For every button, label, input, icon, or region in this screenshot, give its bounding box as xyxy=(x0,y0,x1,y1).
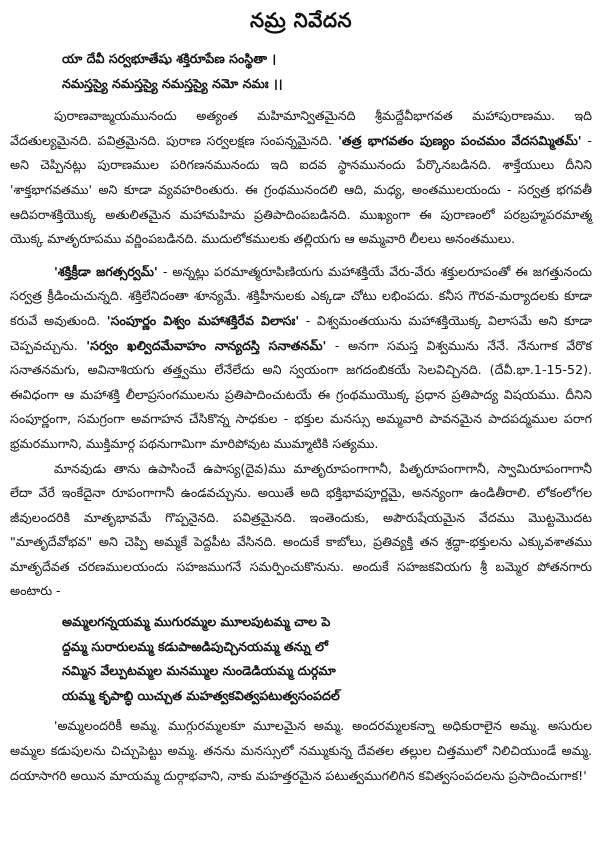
poem-line-4: యమ్మ కృపాబ్ధి యిచ్చుత మహత్వకవిత్వపటుత్వసంపదల్ xyxy=(62,687,340,703)
p2-text-3: - అనగా సమస్త విశ్వమును నేనే. నేనుగాక వేరొక సనాతనమగు, అవినాశియగు తత్త్వము లేనేలేదు అని స్వయంగా జగదంబికయే సెలవిచ్చినది. (దేవీ.భా.1-15-52). ఈవిధంగా ఆ మహాశక్తి లీలాప్రసంగములను ప్రతిపాదించుటయే ఈ గ్రంథముయొక్క ప్రధాన ప్రతిపాద్య విషయము. దీనిని సంపూర్ణంగా, సమగ్రంగా అవగాహన చేసికొన్న సాధకుల - భక్తుల మనస్సు అమ్మవారి పావనమైన పాదపద్మముల పరాగ భ్రమరముగాని, ముక్తిమార్గ పథనుగామిగా మారిపోవుట ముమ్మాటికి సత్యము. xyxy=(10,337,592,451)
p1-text-1: పురాణవాఙ్మయమునందు అత్యంత మహిమాన్వితమైనది శ్రీమద్దేవీభాగవత మహాపురాణము. ఇది వేదతుల్యమైనది. పవిత్రమైనది. పురాణ సర్వలక్షణ సంపన్నమైనది. xyxy=(10,108,592,148)
paragraph-4: 'అమ్మలందరికీ అమ్మ. ముగ్గురమ్మలకూ మూలమైన అమ్మ. అందరమ్మలకన్నా అధికురాలైన అమ్మ. అసురుల అమ్మల కడుపులను చిచ్చుపెట్టు అమ్మ. తనను మనస్సులో నమ్ముకున్న దేవతల తల్లుల చిత్తములో నిలిచియుండే అమ్మ. దయాసాగరి అయిన మాయమ్మ దుర్గాభవాని, నాకు మహత్తరమైన పటుత్వముగలిగిన కవిత్వసంపదలను ప్రసాదించుగాక!' xyxy=(10,718,592,783)
p1-text-2: - అని చెప్పినట్లు పురాణముల పరిగణనమునందు ఇది ఐదవ స్థానమునందు పేర్కొనబడినది. శాక్తేయులు దీనిని 'శాక్తభాగవతము' అని కూడా వ్యవహరింతురు. ఈ గ్రంథమునందలి ఆది, మధ్య, అంతములయందు - సర్వత్ర భగవతీ ఆదిపరాశక్తియొక్క అతులితమైన మహామహిమ ప్రతిపాదింపబడినది. ముఖ్యంగా ఈ పురాణంలో పరబ్రహ్మపరమాత్మ యొక్క మాతృరూపము వర్ణింపబడినది. ముదులోకములకు తల్లియగు ఆ అమ్మవారి లీలలు అనంతములు. xyxy=(10,132,592,247)
shloka-line-1: యా దేవీ సర్వభూతేషు శక్తిరూపేణ సంస్థితా । xyxy=(62,51,277,66)
paragraph-3: మానవుడు తాను ఉపాసించే ఉపాస్య(దైవ)ము మాతృరూపంగాగానీ, పితృరూపంగాగానీ, స్వామిరూపంగాగానీ లేదా వేరే ఇంకేదైనా రూపంగాగానీ ఉండవచ్చును. అయితే అది భక్తిభావపూర్ణమై, అనన్యంగా ఉండితీరాలి. లోకంలోగల జీవులందరికి మాతృభావమే గొప్పనైనది. పవిత్రమైనది. ఇంతెందుకు, అపౌరుషేయమైన వేదము మొట్టమొదట "మాతృదేవోభవ" అని చెప్పి అమ్మకే పెద్దపీట వేసినది. అందుకే కాబోలు, ప్రతివ్యక్తి తన శ్రద్ధా-భక్తులను ఎక్కువశాతము మాతృదేవత చరణములయందు సహజముగనే సమర్పించుకొనును. అందుకే సహజకవియగు శ్రీ బమ్మెర పోతనగారు అంటారు - xyxy=(10,460,592,599)
poem-verse xyxy=(10,610,592,708)
paragraph-2 xyxy=(10,260,592,457)
poem-line-2: ద్దమ్మ సురారులమ్మ కడుపాఱడిపుచ్చినయమ్మ తన్ను లో xyxy=(62,638,328,654)
p2-quote-3: 'సర్వం ఖల్విదమేవాహం నాన్యదస్తి సనాతనమ్' xyxy=(86,337,327,353)
p2-quote-2: 'సంపూర్ణం విశ్వం మహాశక్తిరేవ విలాసః' xyxy=(106,312,300,328)
paragraph-1 xyxy=(10,104,592,252)
poem-line-3: నమ్మిన వేల్పుటమ్మల మనమ్ముల నుండెడియమ్మ దుర్గమా xyxy=(62,663,336,679)
p1-quote-1: 'తత్ర భాగవతం పుణ్యం పంచమం వేదసమ్మితమ్' xyxy=(338,132,582,148)
shloka-line-2: నమస్తస్యై నమస్తస్యై నమస్తస్యై నమో నమః ।। xyxy=(62,75,283,91)
p2-quote-1: 'శక్తిక్రీడా జగత్సర్వమ్' xyxy=(54,263,158,279)
page-title: నమ్ర నివేదన xyxy=(249,8,353,32)
p2-text-1: - అన్నట్లు పరమాత్మరూపిణియగు మహాశక్తియే వేరు-వేరు శక్తులరూపంతో ఈ జగత్తునందు సర్వత్ర క్రీడించుచున్నది. శక్తిలేనిదంతా శూన్యమే. శక్తిహీనులకు ఎక్కడా చోటు లభింపదు. కనీస గౌరవ-మర్యాదలకు కూడా కరువే అవుతుంది. xyxy=(10,263,592,328)
invocation-shloka xyxy=(10,47,592,96)
p2-text-2: - విశ్వమంతయును మహాశక్తియొక్క విలాసమే అని కూడా చెప్పవచ్చును. xyxy=(10,312,592,353)
poem-line-1: అమ్మలగన్నయమ్మ ముగురమ్మల మూలపుటమ్మ చాల పె xyxy=(62,614,331,630)
